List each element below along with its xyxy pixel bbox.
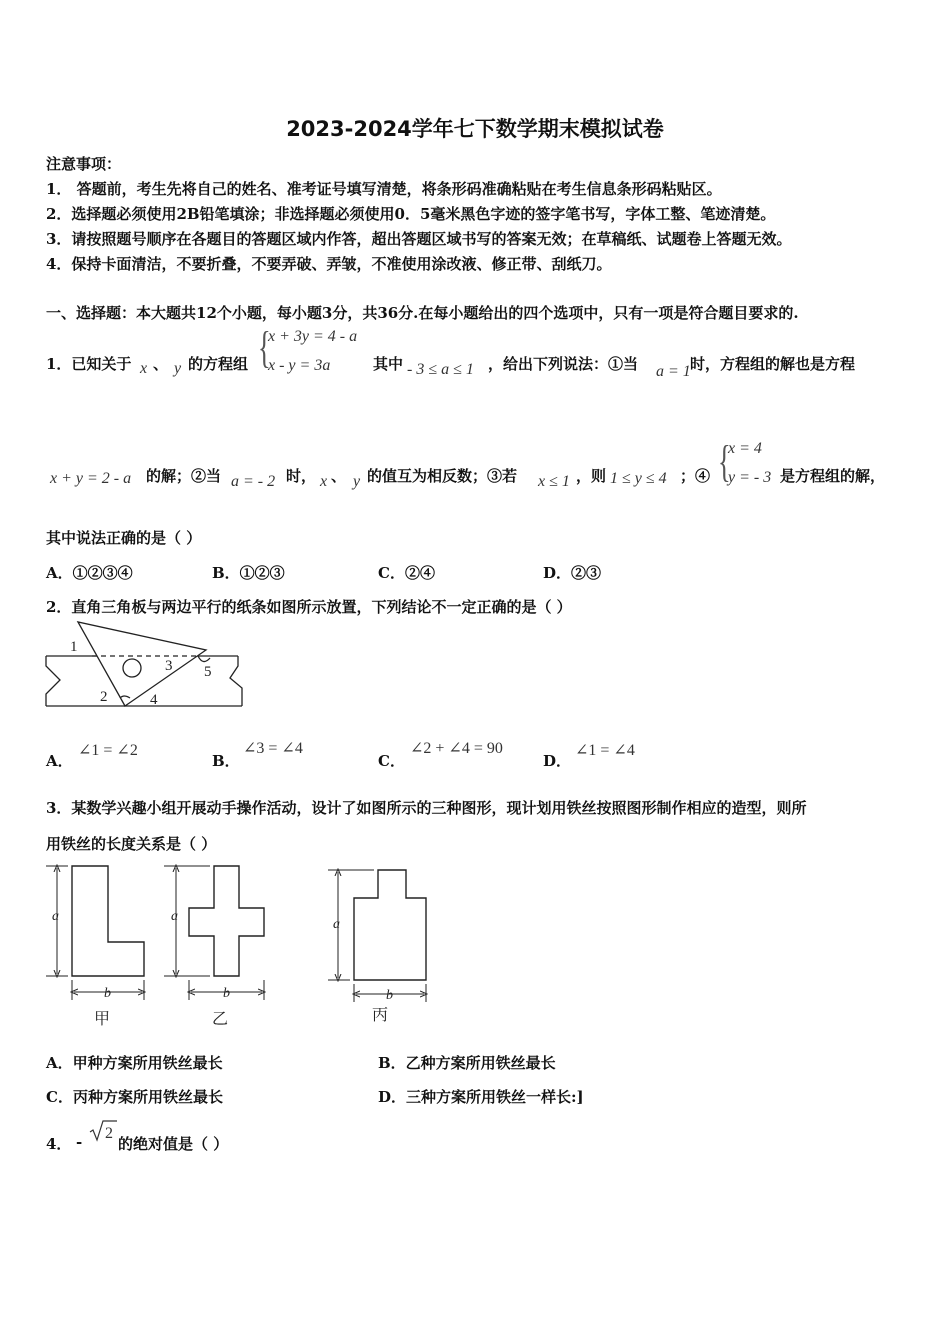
q1-text: ，给出下列说法：①当 <box>488 355 639 373</box>
q3-stem: 3．某数学兴趣小组开展动手操作活动，设计了如图所示的三种图形，现计划用铁丝按照图形制作相应的造型，则所 <box>46 799 807 817</box>
q1-text: 的值互为相反数；③若 <box>367 467 518 485</box>
system-brace: { <box>258 323 271 372</box>
section-heading: 一、选择题：本大题共12个小题，每小题3分，共36分.在每小题给出的四个选项中，只有一项是符合题目要求的. <box>46 304 799 322</box>
q1-sep: 、 <box>153 355 169 373</box>
option-a: A．甲种方案所用铁丝最长 <box>46 1054 223 1072</box>
notice-item: 4．保持卡面清洁，不要折叠，不要弄破、弄皱，不准使用涂改液、修正带、刮纸刀。 <box>46 255 612 273</box>
condition-a: - 3 ≤ a ≤ 1 <box>407 361 474 378</box>
q1-text: 时， <box>286 467 317 485</box>
angle-5-arc <box>198 656 210 662</box>
option-a: A． <box>46 752 73 770</box>
angle-label: 2 <box>100 689 108 705</box>
option-b: B．乙种方案所用铁丝最长 <box>378 1054 556 1072</box>
sqrt-symbol <box>88 1118 118 1144</box>
paper-right-zigzag <box>230 656 242 706</box>
q1-text: 时，方程组的解也是方程 <box>690 355 856 373</box>
q1-question: 其中说法正确的是（ ） <box>46 529 202 547</box>
paper-left-zigzag <box>46 656 60 706</box>
set-square <box>78 622 206 706</box>
var-x: x <box>320 473 328 490</box>
a-equals-neg2: a = - 2 <box>231 473 276 490</box>
option-d: D．三种方案所用铁丝一样长:] <box>378 1088 584 1106</box>
y-range: 1 ≤ y ≤ 4 <box>610 470 667 487</box>
q2-stem: 2．直角三角板与两边平行的纸条如图所示放置，下列结论不一定正确的是（ ） <box>46 598 572 616</box>
solution-brace: { <box>718 437 731 486</box>
shape-yi <box>189 866 264 976</box>
angle-label: 4 <box>150 692 158 708</box>
q4-number: 4． <box>46 1135 72 1153</box>
shape-bing <box>354 870 426 980</box>
option-b: B．①②③ <box>212 564 285 582</box>
notice-item: 3．请按照题号顺序在各题目的答题区域内作答，超出答题区域书写的答案无效；在草稿纸、试题卷上答题无效。 <box>46 230 792 248</box>
q3-stem: 用铁丝的长度关系是（ ） <box>46 835 217 853</box>
var-y: y <box>353 473 361 490</box>
dim-label-b: b <box>104 986 111 1001</box>
q1-text: 的方程组 <box>188 355 249 373</box>
shape-jia <box>72 866 144 976</box>
q1-text: 是方程组的解， <box>780 467 886 485</box>
equation-xy: x + y = 2 - a <box>50 470 132 487</box>
x-le-1: x ≤ 1 <box>538 473 570 490</box>
dim-label-a: a <box>171 909 178 924</box>
q1-text: ；④ <box>680 467 711 485</box>
q1-text: 的解；②当 <box>146 467 222 485</box>
q1-text: 其中 <box>373 355 404 373</box>
dim-label-b: b <box>223 986 230 1001</box>
page-title: 2023-2024学年七下数学期末模拟试卷 <box>286 117 664 141</box>
a-equals-1: a = 1 <box>656 363 691 380</box>
option-b-expr: ∠3 = ∠4 <box>243 740 303 757</box>
wire-shapes-figure <box>40 858 440 1028</box>
option-c: C． <box>378 752 405 770</box>
dim-label-a: a <box>52 909 59 924</box>
var-y: y <box>174 360 182 377</box>
notice-item: 2．选择题必须使用2B铅笔填涂；非选择题必须使用0．5毫米黑色字迹的签字笔书写，字体工整、笔迹清楚。 <box>46 205 776 223</box>
q4-minus: - <box>76 1133 83 1151</box>
triangle-paper-figure <box>40 618 250 712</box>
option-a-expr: ∠1 = ∠2 <box>78 742 138 759</box>
angle-label: 5 <box>204 664 212 680</box>
dim-label-b: b <box>386 988 393 1003</box>
fig-name: 乙 <box>212 1011 229 1028</box>
option-c: C．②④ <box>378 564 435 582</box>
q1-sep: 、 <box>331 467 347 485</box>
radicand: 2 <box>105 1125 113 1142</box>
notice-heading: 注意事项： <box>46 155 122 173</box>
option-b: B． <box>212 752 240 770</box>
q1-text: ，则 <box>576 467 607 485</box>
notice-item: 1． 答题前，考生先将自己的姓名、准考证号填写清楚，将条形码准确粘贴在考生信息条形码粘贴区。 <box>46 180 722 198</box>
q4-text: 的绝对值是（ ） <box>118 1135 229 1153</box>
option-a: A．①②③④ <box>46 564 133 582</box>
angle-label: 3 <box>165 658 173 674</box>
option-c: C．丙种方案所用铁丝最长 <box>46 1088 223 1106</box>
solution-x: x = 4 <box>728 440 762 457</box>
option-d: D． <box>543 752 572 770</box>
option-c-expr: ∠2 + ∠4 = 90 <box>410 740 503 757</box>
fig-name: 甲 <box>94 1011 111 1028</box>
solution-y: y = - 3 <box>728 469 772 486</box>
option-d-expr: ∠1 = ∠4 <box>575 742 635 759</box>
q1-text: 1．已知关于 <box>46 355 132 373</box>
fig-name: 丙 <box>372 1007 389 1024</box>
angle-label: 1 <box>70 639 78 655</box>
var-x: x <box>140 360 148 377</box>
equation-2: x - y = 3a <box>268 357 331 374</box>
dim-label-a: a <box>333 917 340 932</box>
equation-1: x + 3y = 4 - a <box>268 328 358 345</box>
option-d: D．②③ <box>543 564 602 582</box>
